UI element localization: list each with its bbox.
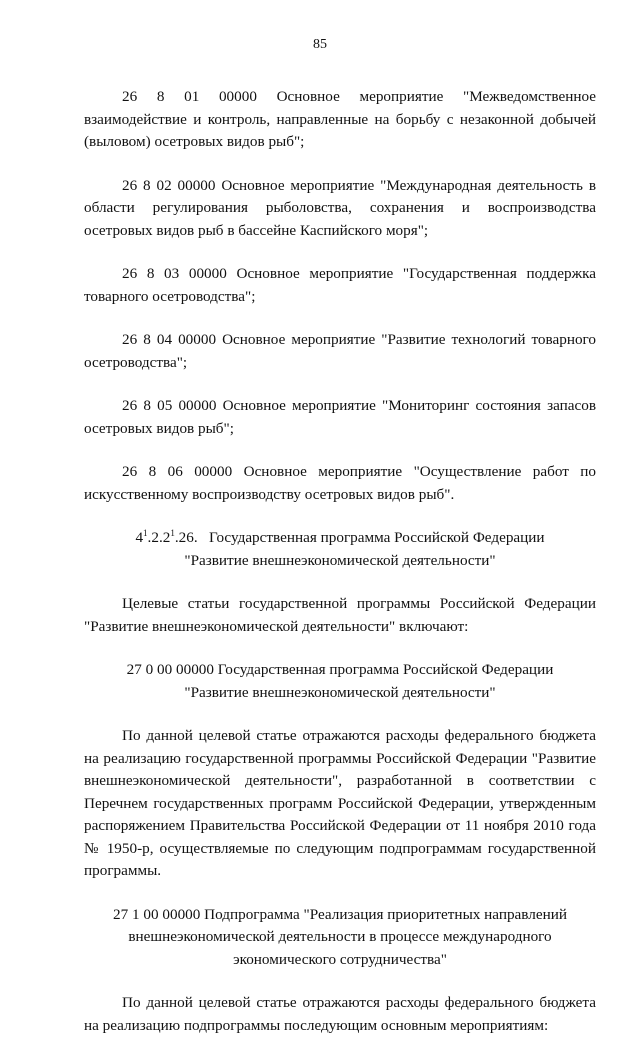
- paragraph-26-8-04: 26 8 04 00000 Основное мероприятие "Развитие технологий товарного осетроводства";: [84, 331, 596, 371]
- section-heading: [84, 527, 596, 572]
- section-heading-line1: [84, 527, 596, 550]
- section-title: Государственная программа Российской Федерации: [209, 529, 545, 546]
- page-number: 85: [313, 37, 327, 52]
- program-description: По данной целевой статье отражаются расходы федерального бюджета на реализацию государственной программы Российской Федерации "Развитие внешнеэкономической деятельности", разработанной в соответствии с Перечнем государственных программ Российской Федерации, утвержденным распоряжением Правительства Российской Федерации от 11 ноября 2010 года № 1950-р, осуществляемые по следующим подпрограммам государственной программы.: [84, 727, 596, 879]
- paragraph-26-8-05: 26 8 05 00000 Основное мероприятие "Мониторинг состояния запасов осетровых видов рыб";: [84, 397, 596, 437]
- subprogram-heading-line3: экономического сотрудничества": [233, 950, 447, 968]
- paragraph-26-8-01: 26 8 01 00000 Основное мероприятие "Межведомственное взаимодействие и контроль, направленные на борьбу с незаконной добычей (выловом) осетровых видов рыб";: [84, 88, 596, 150]
- subprogram-heading-line2: внешнеэкономической деятельности в процессе международного: [128, 928, 552, 945]
- subprogram-heading: [84, 904, 596, 972]
- paragraph-26-8-02: 26 8 02 00000 Основное мероприятие "Международная деятельность в области регулирования рыболовства, сохранения и воспроизводства осетровых видов рыб в бассейне Каспийского моря";: [84, 176, 596, 239]
- section-heading-line2: "Развитие внешнеэкономической деятельности": [184, 551, 496, 569]
- subprogram-description: По данной целевой статье отражаются расходы федерального бюджета на реализацию подпрограммы последующим основным мероприятиям:: [84, 994, 596, 1034]
- document-body: [84, 86, 596, 1037]
- paragraph-26-8-03: 26 8 03 00000 Основное мероприятие "Государственная поддержка товарного осетроводства";: [84, 265, 596, 305]
- section-number: $4^1.2.2^1.26$.: [135, 528, 198, 546]
- subprogram-heading-line1: 27 1 00 00000 Подпрограмма "Реализация приоритетных направлений: [113, 905, 567, 923]
- program-heading-line2: "Развитие внешнеэкономической деятельности": [184, 683, 496, 701]
- paragraph-26-8-06: 26 8 06 00000 Основное мероприятие "Осуществление работ по искусственному воспроизводству осетровых видов рыб".: [84, 463, 596, 503]
- program-heading-line1: 27 0 00 00000 Государственная программа Российской Федерации: [126, 661, 554, 678]
- program-heading: [84, 659, 596, 704]
- intro-paragraph: Целевые статьи государственной программы Российской Федерации "Развитие внешнеэкономической деятельности" включают:: [84, 595, 596, 635]
